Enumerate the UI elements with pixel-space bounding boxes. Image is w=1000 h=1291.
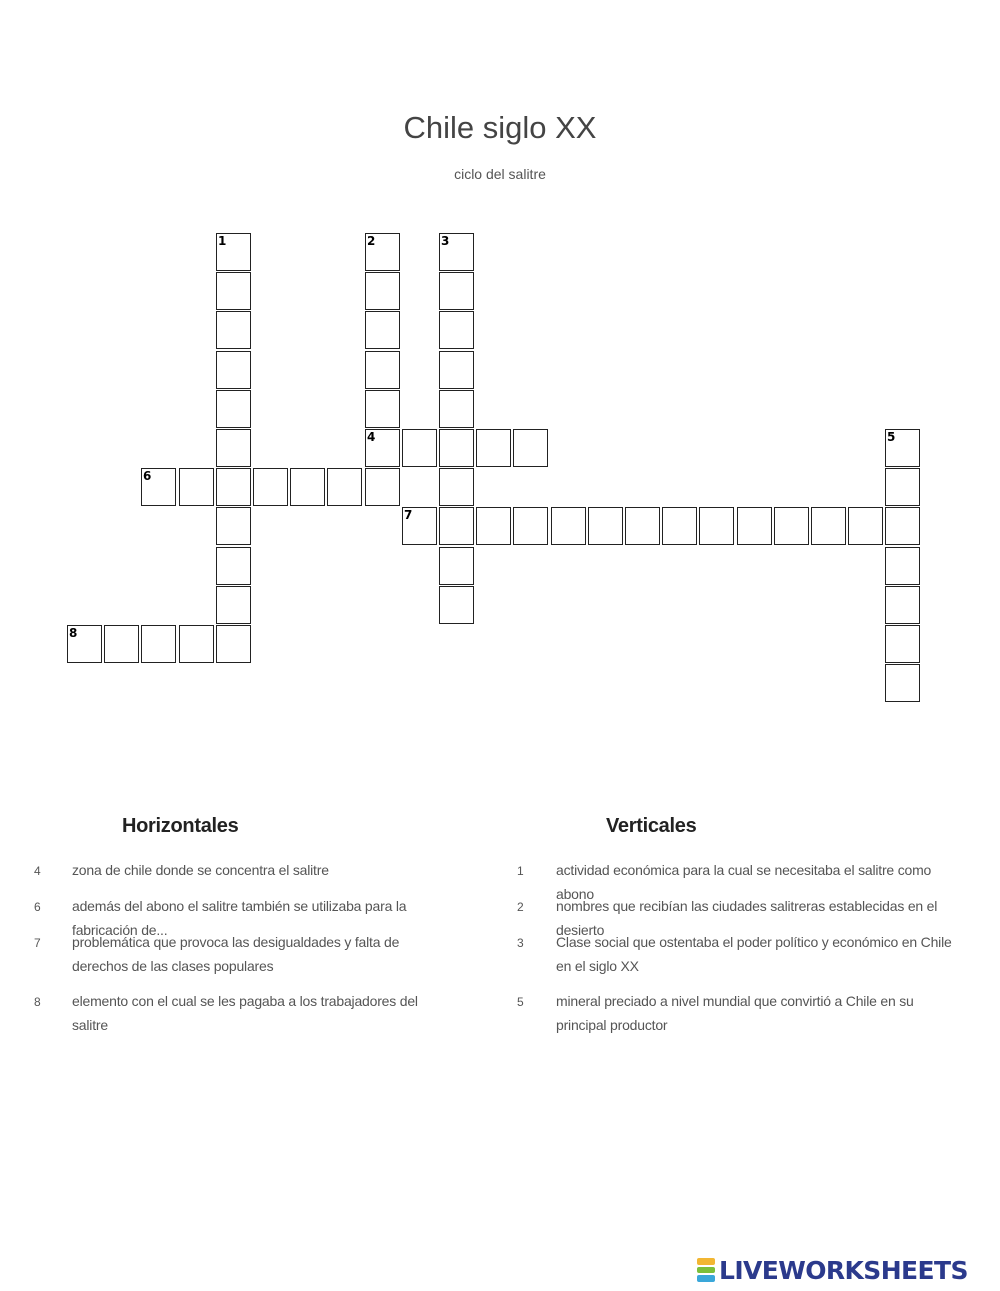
cell-letter-input[interactable] — [403, 508, 436, 544]
cell-letter-input[interactable] — [105, 626, 138, 662]
cell-letter-input[interactable] — [886, 430, 919, 466]
crossword-cell[interactable] — [885, 429, 920, 467]
cell-letter-input[interactable] — [217, 508, 250, 544]
cell-letter-input[interactable] — [514, 508, 547, 544]
cell-letter-input[interactable] — [440, 548, 473, 584]
cell-letter-input[interactable] — [849, 508, 882, 544]
crossword-cell[interactable] — [216, 586, 251, 624]
liveworksheets-logo — [697, 1255, 968, 1285]
clue-number-label: 6 — [143, 469, 152, 483]
clue-number-label: 7 — [404, 508, 413, 522]
cell-letter-input[interactable] — [142, 626, 175, 662]
crossword-cell[interactable] — [885, 625, 920, 663]
cell-letter-input[interactable] — [217, 587, 250, 623]
crossword-cell[interactable] — [439, 507, 474, 545]
across-heading: Horizontales — [122, 815, 239, 837]
cell-letter-input[interactable] — [68, 626, 101, 662]
cell-letter-input[interactable] — [886, 665, 919, 701]
crossword-cell[interactable] — [216, 429, 251, 467]
clue-text: nombres que recibían las ciudades salitreras establecidas en el desierto — [556, 898, 938, 938]
crossword-cell[interactable] — [439, 390, 474, 428]
crossword-cell[interactable] — [216, 390, 251, 428]
cell-letter-input[interactable] — [180, 469, 213, 505]
crossword-cell[interactable] — [365, 311, 400, 349]
crossword-cell[interactable] — [662, 507, 697, 545]
cell-letter-input[interactable] — [886, 626, 919, 662]
cell-letter-input[interactable] — [217, 626, 250, 662]
cell-letter-input[interactable] — [812, 508, 845, 544]
crossword-cell[interactable] — [290, 468, 325, 506]
crossword-cell[interactable] — [179, 625, 214, 663]
clue-text: zona de chile donde se concentra el salitre — [72, 862, 329, 878]
cell-letter-input[interactable] — [217, 352, 250, 388]
crossword-cell[interactable] — [439, 311, 474, 349]
cell-letter-input[interactable] — [440, 273, 473, 309]
crossword-cell[interactable] — [402, 507, 437, 545]
cell-letter-input[interactable] — [514, 430, 547, 466]
page-subtitle: ciclo del salitre — [454, 166, 546, 182]
logo-icon — [697, 1257, 715, 1283]
page-title: Chile siglo XX — [403, 110, 597, 145]
cell-letter-input[interactable] — [440, 312, 473, 348]
crossword-cell[interactable] — [365, 429, 400, 467]
cell-letter-input[interactable] — [886, 469, 919, 505]
cell-letter-input[interactable] — [217, 391, 250, 427]
crossword-cell[interactable] — [885, 664, 920, 702]
clue-number: 4 — [34, 864, 41, 878]
cell-letter-input[interactable] — [217, 469, 250, 505]
clue-text: actividad económica para la cual se necesitaba el salitre como abono — [556, 862, 932, 902]
crossword-cell[interactable] — [737, 507, 772, 545]
crossword-cell[interactable] — [848, 507, 883, 545]
cell-letter-input[interactable] — [403, 430, 436, 466]
cell-letter-input[interactable] — [291, 469, 324, 505]
cell-letter-input[interactable] — [738, 508, 771, 544]
cell-letter-input[interactable] — [217, 234, 250, 270]
cell-letter-input[interactable] — [886, 548, 919, 584]
crossword-cell[interactable] — [365, 272, 400, 310]
crossword-cell[interactable] — [885, 547, 920, 585]
clue-text: mineral preciado a nivel mundial que convirtió a Chile en su principal productor — [556, 993, 914, 1033]
cell-letter-input[interactable] — [217, 548, 250, 584]
clue-number: 6 — [34, 900, 41, 914]
cell-letter-input[interactable] — [440, 352, 473, 388]
cell-letter-input[interactable] — [180, 626, 213, 662]
crossword-cell[interactable] — [885, 586, 920, 624]
cell-letter-input[interactable] — [366, 234, 399, 270]
clue-text: Clase social que ostentaba el poder político y económico en Chile en el siglo XX — [556, 934, 952, 974]
crossword-cell[interactable] — [216, 468, 251, 506]
crossword-cell[interactable] — [179, 468, 214, 506]
crossword-cell[interactable] — [365, 390, 400, 428]
crossword-cell[interactable] — [513, 429, 548, 467]
clue-number-label: 8 — [69, 626, 78, 640]
down-heading: Verticales — [606, 815, 697, 837]
crossword-cell[interactable] — [439, 429, 474, 467]
crossword-cell[interactable] — [216, 233, 251, 271]
cell-letter-input[interactable] — [589, 508, 622, 544]
crossword-cell[interactable] — [327, 468, 362, 506]
crossword-cell[interactable] — [774, 507, 809, 545]
cell-letter-input[interactable] — [700, 508, 733, 544]
crossword-cell[interactable] — [216, 547, 251, 585]
cell-letter-input[interactable] — [217, 273, 250, 309]
cell-letter-input[interactable] — [366, 391, 399, 427]
crossword-cell[interactable] — [253, 468, 288, 506]
crossword-cell[interactable] — [885, 507, 920, 545]
crossword-cell[interactable] — [811, 507, 846, 545]
cell-letter-input[interactable] — [366, 273, 399, 309]
crossword-cell[interactable] — [365, 351, 400, 389]
clue-number-label: 5 — [887, 430, 896, 444]
crossword-cell[interactable] — [365, 233, 400, 271]
crossword-cell[interactable] — [216, 272, 251, 310]
clue-number-label: 4 — [367, 430, 376, 444]
crossword-cell[interactable] — [513, 507, 548, 545]
clue-number: 2 — [517, 900, 524, 914]
crossword-cell[interactable] — [476, 507, 511, 545]
crossword-cell[interactable] — [885, 468, 920, 506]
crossword-cell[interactable] — [588, 507, 623, 545]
cell-letter-input[interactable] — [366, 430, 399, 466]
crossword-cell[interactable] — [439, 586, 474, 624]
crossword-cell[interactable] — [67, 625, 102, 663]
crossword-cell[interactable] — [439, 272, 474, 310]
clue-number-label: 3 — [441, 234, 450, 248]
crossword-cell[interactable] — [141, 625, 176, 663]
crossword-cell[interactable] — [104, 625, 139, 663]
crossword-cell[interactable] — [439, 547, 474, 585]
clue-text: además del abono el salitre también se utilizaba para la fabricación de... — [72, 898, 407, 938]
cell-letter-input[interactable] — [477, 430, 510, 466]
clue-number: 7 — [34, 936, 41, 950]
cell-letter-input[interactable] — [366, 312, 399, 348]
crossword-cell[interactable] — [551, 507, 586, 545]
cell-letter-input[interactable] — [552, 508, 585, 544]
cell-letter-input[interactable] — [217, 312, 250, 348]
crossword-cell[interactable] — [216, 625, 251, 663]
cell-letter-input[interactable] — [254, 469, 287, 505]
crossword-cell[interactable] — [439, 468, 474, 506]
crossword-cell[interactable] — [365, 468, 400, 506]
clue-number: 5 — [517, 995, 524, 1009]
crossword-cell[interactable] — [625, 507, 660, 545]
crossword-cell[interactable] — [439, 351, 474, 389]
cell-letter-input[interactable] — [328, 469, 361, 505]
logo-text: LIVEWORKSHEETS — [719, 1255, 968, 1285]
cell-letter-input[interactable] — [440, 587, 473, 623]
cell-letter-input[interactable] — [440, 469, 473, 505]
crossword-cell[interactable] — [216, 311, 251, 349]
cell-letter-input[interactable] — [366, 352, 399, 388]
crossword-cell[interactable] — [402, 429, 437, 467]
cell-letter-input[interactable] — [440, 430, 473, 466]
crossword-cell[interactable] — [476, 429, 511, 467]
clue-number-label: 2 — [367, 234, 376, 248]
crossword-cell[interactable] — [216, 507, 251, 545]
cell-letter-input[interactable] — [440, 391, 473, 427]
cell-letter-input[interactable] — [886, 587, 919, 623]
cell-letter-input[interactable] — [440, 234, 473, 270]
crossword-cell[interactable] — [216, 351, 251, 389]
cell-letter-input[interactable] — [477, 508, 510, 544]
clue-text: problemática que provoca las desigualdades y falta de derechos de las clases populares — [72, 934, 400, 974]
cell-letter-input[interactable] — [217, 430, 250, 466]
cell-letter-input[interactable] — [663, 508, 696, 544]
cell-letter-input[interactable] — [142, 469, 175, 505]
clue-number: 8 — [34, 995, 41, 1009]
cell-letter-input[interactable] — [886, 508, 919, 544]
crossword-cell[interactable] — [439, 233, 474, 271]
clue-text: elemento con el cual se les pagaba a los trabajadores del salitre — [72, 993, 418, 1033]
crossword-cell[interactable] — [141, 468, 176, 506]
cell-letter-input[interactable] — [775, 508, 808, 544]
clue-number-label: 1 — [218, 234, 227, 248]
crossword-cell[interactable] — [699, 507, 734, 545]
clue-number: 1 — [517, 864, 524, 878]
cell-letter-input[interactable] — [626, 508, 659, 544]
cell-letter-input[interactable] — [440, 508, 473, 544]
cell-letter-input[interactable] — [366, 469, 399, 505]
clue-number: 3 — [517, 936, 524, 950]
